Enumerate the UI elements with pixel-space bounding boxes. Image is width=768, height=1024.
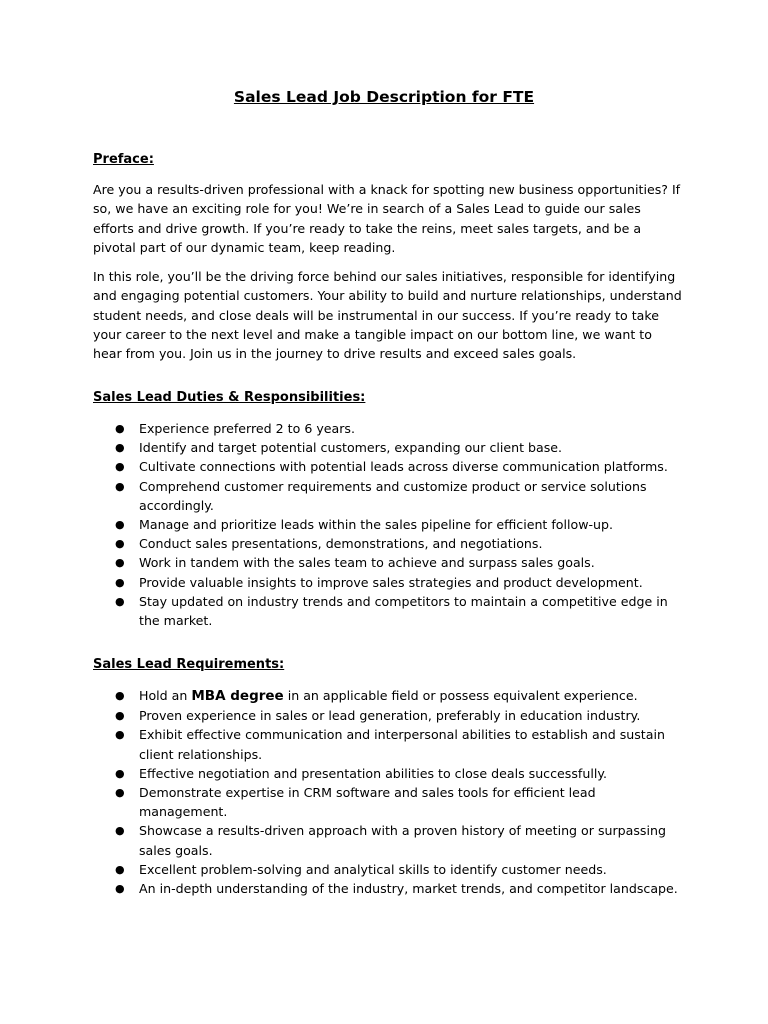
- list-item-text: Stay updated on industry trends and competitors to maintain a competitive edge in the market.: [139, 593, 668, 629]
- bullet-icon: ●: [115, 575, 125, 589]
- list-item-text: Conduct sales presentations, demonstrations, and negotiations.: [139, 536, 543, 552]
- list-item-text-prefix: Hold an: [139, 688, 192, 703]
- bullet-icon: ●: [115, 422, 125, 435]
- preface-paragraph-2: In this role, you’ll be the driving force behind our sales initiatives, responsible for identifying and engaging potential customers. Your ability to build and nurture relationships, understand student needs, and close deals will be instrumental in our success. If you’re ready to take your career to the next level and make a tangible impact on our bottom line, we want to hear from you. Join us in the journey to drive results and exceed sales goals.: [93, 269, 682, 362]
- bullet-icon: ●: [115, 556, 125, 570]
- list-item-text: Work in tandem with the sales team to achieve and surpass sales goals.: [139, 555, 595, 571]
- mba-degree-emphasis: MBA degree: [191, 688, 284, 704]
- list-item-text: Identify and target potential customers, expanding our client base.: [139, 440, 563, 456]
- bullet-icon: ●: [115, 709, 125, 723]
- list-item-text: Exhibit effective communication and interpersonal abilities to establish and sustain client relationships.: [139, 727, 665, 762]
- list-item: [93, 879, 683, 898]
- bullet-icon: ●: [115, 882, 125, 896]
- preface-paragraph-1: Are you a results-driven professional with a knack for spotting new business opportunities? If so, we have an exciting role for you! We’re in search of a Sales Lead to guide our sales efforts and drive growth. If you’re ready to take the reins, meet sales targets, and be a pivotal part of our dynamic team, keep reading.: [93, 182, 681, 255]
- list-item-text: Comprehend customer requirements and customize product or service solutions accordingly.: [139, 478, 647, 513]
- bullet-icon: ●: [115, 689, 125, 702]
- list-item-text-suffix: in an applicable field or possess equivalent experience.: [283, 688, 638, 703]
- list-item-text: Demonstrate expertise in CRM software and sales tools for efficient lead management.: [139, 785, 596, 820]
- list-item: [93, 783, 683, 821]
- bullet-icon: ●: [115, 824, 125, 838]
- bullet-icon: ●: [115, 460, 125, 474]
- bullet-icon: ●: [115, 594, 125, 608]
- list-item: [93, 592, 683, 630]
- list-item: [93, 573, 683, 592]
- list-item: [93, 725, 683, 763]
- bullet-icon: ●: [115, 728, 125, 742]
- bullet-icon: ●: [115, 862, 125, 876]
- list-item-text: Cultivate connections with potential leads across diverse communication platforms.: [139, 459, 668, 475]
- list-item: [93, 534, 683, 553]
- list-item-text: Excellent problem-solving and analytical skills to identify customer needs.: [139, 861, 607, 877]
- bullet-icon: ●: [115, 786, 125, 800]
- preface-heading: Preface:: [93, 152, 154, 167]
- list-item-text: Experience preferred 2 to 6 years.: [139, 421, 355, 436]
- document-title: Sales Lead Job Description for FTE: [233, 88, 535, 106]
- list-item: [93, 477, 683, 515]
- bullet-icon: ●: [115, 518, 125, 532]
- list-item-text: Manage and prioritize leads within the sales pipeline for efficient follow-up.: [139, 517, 614, 533]
- requirements-list: [93, 686, 683, 898]
- list-item: [93, 553, 683, 572]
- bullet-icon: ●: [115, 441, 125, 455]
- bullet-icon: ●: [115, 479, 125, 493]
- duties-list: [93, 419, 683, 630]
- bullet-icon: ●: [115, 766, 125, 780]
- list-item: [93, 419, 683, 438]
- list-item: [93, 764, 683, 783]
- list-item-text: Proven experience in sales or lead generation, preferably in education industry.: [139, 708, 641, 724]
- list-item: [93, 515, 683, 534]
- list-item: [93, 457, 683, 476]
- list-item-text: Showcase a results-driven approach with a proven history of meeting or surpassing sales goals.: [139, 823, 666, 858]
- list-item-text: Provide valuable insights to improve sales strategies and product development.: [139, 574, 643, 590]
- duties-heading: Sales Lead Duties & Responsibilities:: [93, 390, 366, 405]
- list-item: [93, 706, 683, 725]
- list-item: [93, 438, 683, 457]
- list-item: [93, 821, 683, 859]
- list-item: [93, 686, 683, 706]
- bullet-icon: ●: [115, 537, 125, 551]
- list-item-text: An in-depth understanding of the industry, market trends, and competitor landscape.: [139, 881, 678, 897]
- list-item-text: Effective negotiation and presentation abilities to close deals successfully.: [139, 765, 607, 781]
- requirements-heading: Sales Lead Requirements:: [93, 657, 285, 672]
- list-item: [93, 860, 683, 879]
